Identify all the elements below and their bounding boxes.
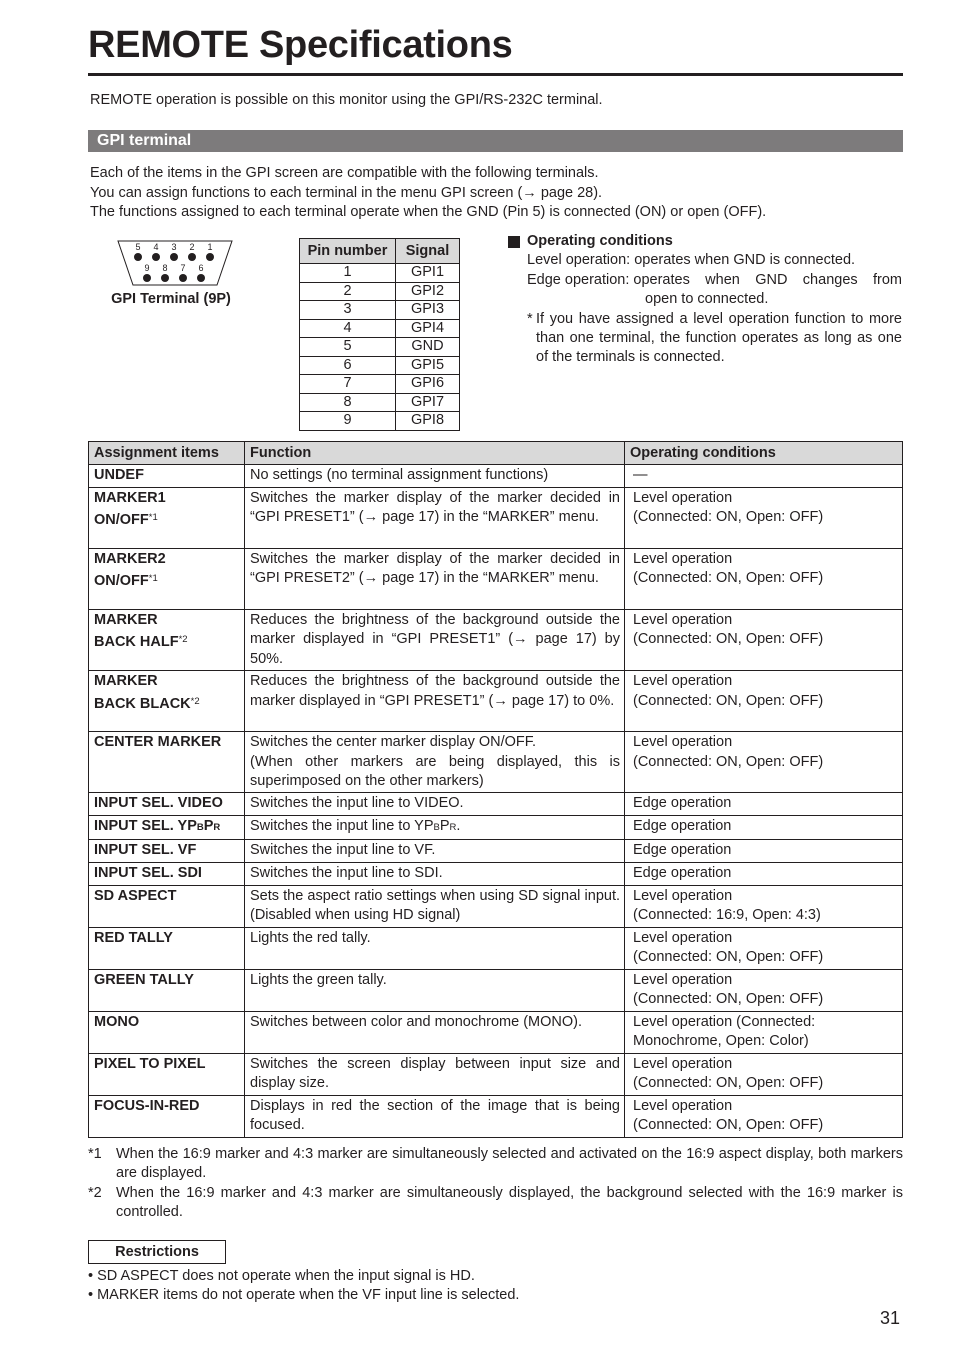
footnote: *1 When the 16:9 marker and 4:3 marker are simultaneously selected and activated on the 16:9 aspect display, both markers are displayed. xyxy=(88,1146,903,1182)
description-line: You can assign functions to each terminal in the menu GPI screen (→ page 28). xyxy=(90,184,603,201)
function-description: Switches the center marker display ON/OFF. (When other markers are being displayed, this is superimposed on the other markers) xyxy=(245,732,625,793)
operating-condition: Edge operation xyxy=(625,793,903,816)
pin-number: 2 xyxy=(300,282,396,301)
function-description: Switches the marker display of the marker decided in “GPI PRESET1” (→ page 17) in the “MARKER” menu. xyxy=(245,488,625,549)
function-description: Sets the aspect ratio settings when using SD signal input. (Disabled when using HD signal) xyxy=(245,885,625,927)
edge-operation-text: Edge operation: operates when GND changes from xyxy=(527,271,902,288)
operating-condition: Level operation (Connected: Monochrome, Open: Color) xyxy=(625,1011,903,1053)
table-row xyxy=(89,610,903,671)
pin-row xyxy=(300,282,460,301)
function-description: Switches between color and monochrome (MONO). xyxy=(245,1011,625,1053)
operating-condition: — xyxy=(625,465,903,488)
header-function: Function xyxy=(245,442,625,465)
pin-header-number: Pin number xyxy=(300,239,396,264)
pin-signal: GPI8 xyxy=(396,412,460,431)
operating-conditions xyxy=(508,232,902,368)
restriction-item: • MARKER items do not operate when the VF input line is selected. xyxy=(88,1287,520,1303)
footnote-marker: *1 xyxy=(148,512,158,524)
function-description: Switches the input line to VF. xyxy=(245,839,625,862)
assignment-item: RED TALLY xyxy=(89,927,245,969)
section-heading: GPI terminal xyxy=(88,130,903,152)
operating-condition: Level operation (Connected: ON, Open: OFF) xyxy=(625,549,903,610)
table-row xyxy=(89,969,903,1011)
pin-signal: GPI6 xyxy=(396,375,460,394)
pin-number: 5 xyxy=(300,338,396,357)
pin-label: 9 xyxy=(144,263,150,273)
restrictions-label: Restrictions xyxy=(88,1240,226,1264)
assignment-item: INPUT SEL. YPBPR xyxy=(89,816,245,839)
pin-row xyxy=(300,338,460,357)
page-title: REMOTE Specifications xyxy=(88,18,903,76)
subscript: B xyxy=(196,822,204,834)
footnote-marker: *1 xyxy=(148,573,158,585)
page-number: 31 xyxy=(880,1308,901,1328)
subscript: R xyxy=(213,822,221,834)
assignment-item: MARKER2 ON/OFF$^{*1}$ xyxy=(89,549,245,610)
description-line: Each of the items in the GPI screen are compatible with the following terminals. xyxy=(90,165,599,181)
function-description: Lights the red tally. xyxy=(245,927,625,969)
table-row xyxy=(89,885,903,927)
operating-condition: Edge operation xyxy=(625,839,903,862)
function-description: Switches the input line to VIDEO. xyxy=(245,793,625,816)
pin-signal: GPI1 xyxy=(396,264,460,283)
assignment-item: MONO xyxy=(89,1011,245,1053)
assignment-item: INPUT SEL. VF xyxy=(89,839,245,862)
pin-label: 8 xyxy=(162,263,168,273)
operating-condition: Level operation (Connected: ON, Open: OFF) xyxy=(625,732,903,793)
assignment-item: UNDEF xyxy=(89,465,245,488)
pin-row xyxy=(300,301,460,320)
table-row xyxy=(89,793,903,816)
assignment-item: SD ASPECT xyxy=(89,885,245,927)
pin-number: 6 xyxy=(300,356,396,375)
level-operation-text: Level operation: operates when GND is connected. xyxy=(527,252,856,269)
function-description: Displays in red the section of the image that is being focused. xyxy=(245,1095,625,1137)
pin-signal: GPI2 xyxy=(396,282,460,301)
pin-label: 2 xyxy=(189,242,195,252)
operating-condition: Level operation (Connected: ON, Open: OFF) xyxy=(625,927,903,969)
assignment-item: INPUT SEL. VIDEO xyxy=(89,793,245,816)
table-row xyxy=(89,839,903,862)
assignment-item: CENTER MARKER xyxy=(89,732,245,793)
footnote: *2 When the 16:9 marker and 4:3 marker are simultaneously displayed, the background selected with the 16:9 marker is controlled. xyxy=(88,1184,903,1221)
pin-number: 7 xyxy=(300,375,396,394)
assignment-item: FOCUS-IN-RED xyxy=(89,1095,245,1137)
operating-condition: Edge operation xyxy=(625,816,903,839)
function-description: Lights the green tally. xyxy=(245,969,625,1011)
pin-number: 8 xyxy=(300,393,396,412)
operating-conditions-heading: Operating conditions xyxy=(508,232,902,251)
table-row xyxy=(89,1095,903,1137)
header-operating-conditions: Operating conditions xyxy=(625,442,903,465)
pin-row xyxy=(300,393,460,412)
footnote-marker: *2 xyxy=(178,634,188,646)
function-description: Switches the input line to SDI. xyxy=(245,862,625,885)
pin-label: 4 xyxy=(153,242,159,252)
operating-condition: Level operation (Connected: ON, Open: OFF) xyxy=(625,610,903,671)
restrictions-list xyxy=(88,1267,519,1305)
operating-condition: Level operation (Connected: ON, Open: OFF) xyxy=(625,488,903,549)
pin-row xyxy=(300,319,460,338)
function-description: No settings (no terminal assignment functions) xyxy=(245,465,625,488)
pin-header-signal: Signal xyxy=(396,239,460,264)
footnotes xyxy=(88,1145,903,1223)
footnote-marker: *2 xyxy=(190,695,200,707)
description-line: The functions assigned to each terminal operate when the GND (Pin 5) is connected (ON) or open (OFF). xyxy=(90,204,767,221)
pin-label: 6 xyxy=(198,263,204,273)
table-row xyxy=(89,671,903,732)
restriction-item: • SD ASPECT does not operate when the input signal is HD. xyxy=(88,1268,475,1284)
operating-condition: Level operation (Connected: ON, Open: OFF) xyxy=(625,969,903,1011)
pin-row xyxy=(300,412,460,431)
assignment-item: MARKER BACK BLACK$^{*2}$ xyxy=(89,671,245,732)
pin-signal: GPI4 xyxy=(396,319,460,338)
table-row xyxy=(89,1053,903,1095)
header-assignment-items: Assignment items xyxy=(89,442,245,465)
pin-label: 1 xyxy=(207,242,213,252)
pin-row xyxy=(300,375,460,394)
pin-signal: GPI3 xyxy=(396,301,460,320)
table-row xyxy=(89,488,903,549)
connector-caption: GPI Terminal (9P) xyxy=(111,291,231,307)
table-row xyxy=(89,1011,903,1053)
pin-row xyxy=(300,264,460,283)
table-row xyxy=(89,465,903,488)
assignment-item: PIXEL TO PIXEL xyxy=(89,1053,245,1095)
description-paragraph xyxy=(90,164,766,223)
table-row xyxy=(89,549,903,610)
pin-signal: GND xyxy=(396,338,460,357)
assignment-item: MARKER BACK HALF$^{*2}$ xyxy=(89,610,245,671)
square-bullet-icon xyxy=(508,236,520,248)
pin-signal: GPI5 xyxy=(396,356,460,375)
table-row xyxy=(89,816,903,839)
table-row xyxy=(89,732,903,793)
function-description: Reduces the brightness of the background outside the marker displayed in “GPI PRESET1” (→ page 17) to 0%. xyxy=(245,671,625,732)
assignment-item: GREEN TALLY xyxy=(89,969,245,1011)
pin-number: 4 xyxy=(300,319,396,338)
pin-table xyxy=(299,238,460,431)
pin-signal: GPI7 xyxy=(396,393,460,412)
d-sub-connector-icon xyxy=(116,238,234,288)
assignment-table xyxy=(88,441,903,1138)
edge-operation-continued: open to connected. xyxy=(645,291,769,308)
pin-number: 9 xyxy=(300,412,396,431)
operating-condition: Level operation (Connected: ON, Open: OFF) xyxy=(625,671,903,732)
subscript: R xyxy=(449,822,457,834)
operating-condition: Edge operation xyxy=(625,862,903,885)
table-row xyxy=(89,927,903,969)
pin-number: 3 xyxy=(300,301,396,320)
gpi-connector-diagram xyxy=(104,238,238,307)
assignment-item: INPUT SEL. SDI xyxy=(89,862,245,885)
operating-note: * If you have assigned a level operation function to more than one terminal, the function operates as long as one of the terminals is connected. xyxy=(527,310,902,366)
pin-row xyxy=(300,356,460,375)
subscript: B xyxy=(433,822,440,834)
function-description: Switches the screen display between input size and display size. xyxy=(245,1053,625,1095)
pin-label: 3 xyxy=(171,242,177,252)
assignment-item: MARKER1 ON/OFF$^{*1}$ xyxy=(89,488,245,549)
operating-condition: Level operation (Connected: 16:9, Open: 4:3) xyxy=(625,885,903,927)
intro-text: REMOTE operation is possible on this monitor using the GPI/RS-232C terminal. xyxy=(90,92,603,108)
pin-label: 7 xyxy=(180,263,186,273)
function-description: Reduces the brightness of the background outside the marker displayed in “GPI PRESET1” (→ page 17) by 50%. xyxy=(245,610,625,671)
operating-condition: Level operation (Connected: ON, Open: OFF) xyxy=(625,1053,903,1095)
pin-number: 1 xyxy=(300,264,396,283)
function-description: Switches the marker display of the marker decided in “GPI PRESET2” (→ page 17) in the “MARKER” menu. xyxy=(245,549,625,610)
operating-condition: Level operation (Connected: ON, Open: OFF) xyxy=(625,1095,903,1137)
pin-label: 5 xyxy=(135,242,141,252)
table-row xyxy=(89,862,903,885)
function-description: Switches the input line to YPBPR. xyxy=(245,816,625,839)
